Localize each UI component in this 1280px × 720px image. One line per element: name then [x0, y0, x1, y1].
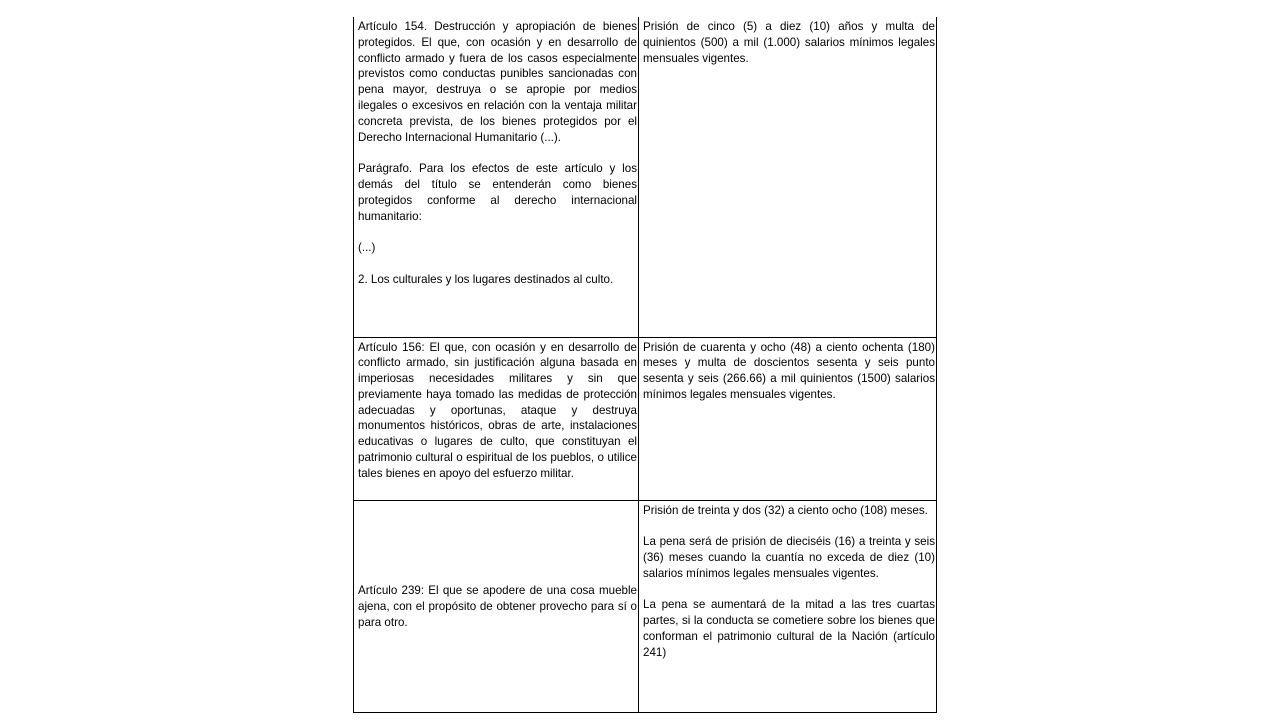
- paragraph: Prisión de treinta y dos (32) a ciento ocho (108) meses.: [643, 503, 928, 517]
- paragraph: La pena será de prisión de dieciséis (16) a treinta y seis (36) meses cuando la cuantía no exceda de diez (10) salarios mínimos legales mensuales vigentes.: [643, 535, 935, 580]
- paragraph: 2. Los culturales y los lugares destinados al culto.: [358, 272, 614, 286]
- paragraph: Parágrafo. Para los efectos de este artículo y los demás del título se entenderán como bienes protegidos conforme al derecho internacional humanitario:: [358, 162, 637, 223]
- article-cell: [354, 17, 639, 337]
- table-row: [354, 500, 937, 712]
- paragraph: Artículo 239: El que se apodere de una cosa mueble ajena, con el propósito de obtener provecho para sí o para otro.: [358, 584, 637, 629]
- paragraph: La pena se aumentará de la mitad a las tres cuartas partes, si la conducta se cometiere sobre los bienes que conforman el patrimonio cultural de la Nación (artículo 241): [643, 598, 935, 659]
- legal-comparison-table: [353, 17, 937, 713]
- penalty-cell: [639, 17, 937, 337]
- paragraph: Artículo 154. Destrucción y apropiación de bienes protegidos. El que, con ocasión y en desarrollo de conflicto armado y fuera de los casos especialmente previstos como conductas punibles sancionadas con pena mayor, destruya o se apropie por medios ilegales o excesivos en relación con la ventaja militar concreta prevista, de los bienes protegidos por el Derecho Internacional Humanitario (...).: [358, 20, 637, 144]
- paragraph: Prisión de cinco (5) a diez (10) años y multa de quinientos (500) a mil (1.000) salarios mínimos legales mensuales vigentes.: [643, 20, 935, 65]
- table-row: [354, 17, 937, 337]
- table-row: [354, 337, 937, 500]
- paragraph: Prisión de cuarenta y ocho (48) a ciento ochenta (180) meses y multa de doscientos sesenta y seis punto sesenta y seis (266.66) a mil quinientos (1500) salarios mínimos legales mensuales vigentes.: [643, 340, 935, 401]
- article-cell: [354, 337, 639, 500]
- penalty-cell: [639, 337, 937, 500]
- penalty-cell: [639, 500, 937, 712]
- paragraph: (...): [358, 241, 376, 255]
- paragraph: Artículo 156: El que, con ocasión y en desarrollo de conflicto armado, sin justificación alguna basada en imperiosas necesidades militares y sin que previamente haya tomado las medidas de protección adecuadas y oportunas, ataque y destruya monumentos históricos, obras de arte, instalaciones educativas o lugares de culto, que constituyan el patrimonio cultural o espiritual de los pueblos, o utilice tales bienes en apoyo del esfuerzo militar.: [358, 340, 637, 480]
- article-cell: [354, 500, 639, 712]
